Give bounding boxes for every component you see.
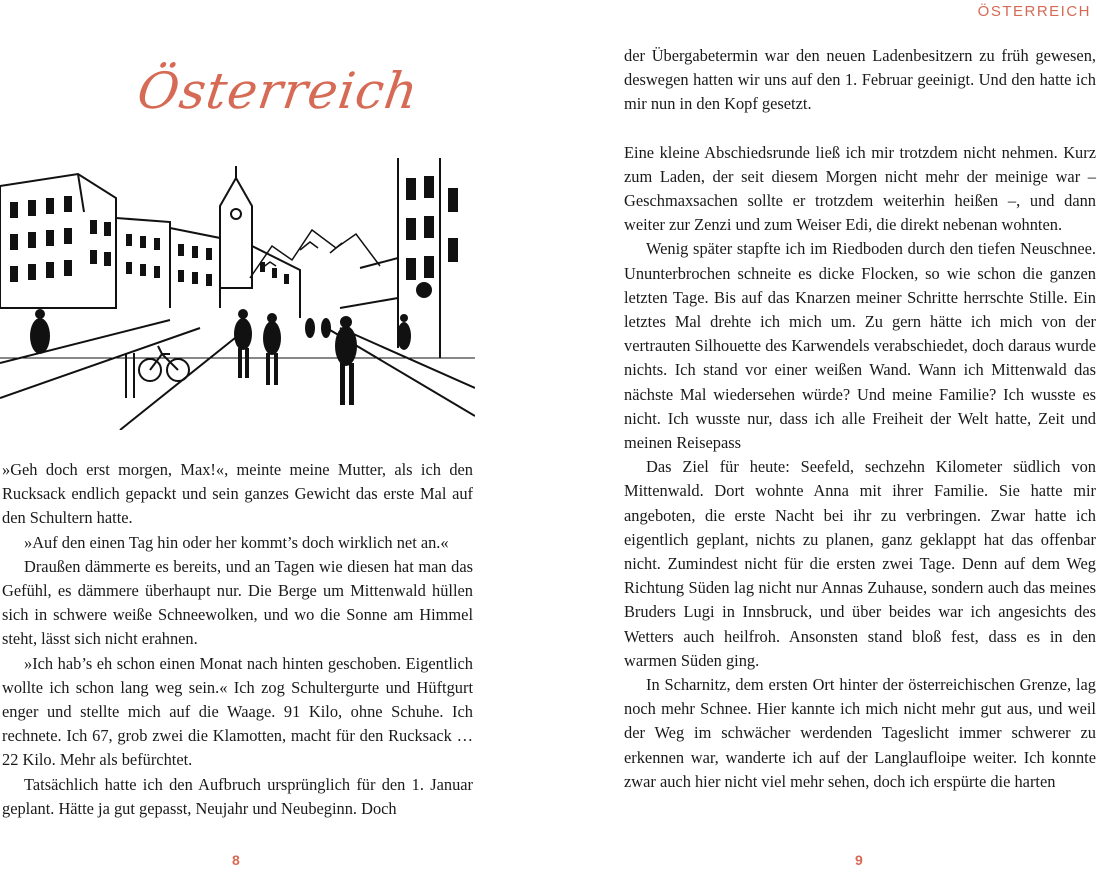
paragraph: Das Ziel für heute: Seefeld, sechzehn Kilometer südlich von Mittenwald. Dort wohnte Anna mit ihrer Familie. Sie hatte mir angeboten, die erste Nacht bei ihr zu verbringen. Zwar hatte ich eigentlich geplant, nichts zu planen, ganz geklappt hat das offenbar nicht. Zumindest nicht für die ersten zwei Tage. Denn auf dem Weg Richtung Süden lag nicht nur Annas Zuhause, sondern auch das meines Bruders Lugi in Innsbruck, und über beides war ich angesichts des Wetters auch heilfroh. Ansonsten stand bloß fest, dass es in den warmen Süden ging. [624,457,1096,670]
chapter-title: Österreich [133,62,422,120]
paragraph: der Übergabetermin war den neuen Ladenbesitzern zu früh gewesen, deswegen hatten wir uns auf den 1. Februar geeinigt. Und den hatte ich mir nun in den Kopf gesetzt. [624,46,1096,114]
left-page [0,0,548,873]
left-body-text [2,458,473,821]
page-number: 8 [232,852,240,868]
right-body-text [624,44,1096,794]
paragraph: »Auf den einen Tag hin oder her kommt’s doch wirklich net an.« [24,532,449,552]
page-number: 9 [855,852,863,868]
paragraph: »Geh doch erst morgen, Max!«, meinte meine Mutter, als ich den Rucksack endlich gepackt und sein ganzes Gewicht das erste Mal auf den Schultern hatte. [2,460,473,528]
paragraph: Tatsächlich hatte ich den Aufbruch ursprünglich für den 1. Januar geplant. Hätte ja gut gepasst, Neujahr und Neubeginn. Doch [2,774,473,818]
town-street-sketch-icon [0,158,475,430]
paragraph: Draußen dämmerte es bereits, und an Tagen wie diesen hat man das Gefühl, es dämmere überhaupt nur. Die Berge um Mittenwald hüllen sich in schwere weiße Schneewolken, und wo die Sonne am Himmel steht, lässt sich nicht erahnen. [2,556,473,649]
paragraph: In Scharnitz, dem ersten Ort hinter der österreichischen Grenze, lag noch mehr Schnee. Hier kannte ich mich nicht mehr gut aus, und weil der Weg im schwächer werdenden Tageslicht immer schwerer zu erkennen war, wanderte ich auf der Langlaufloipe weiter. Ich konnte zwar auch hier nicht viel mehr sehen, doch ich erspürte die harten [624,675,1096,791]
paragraph: »Ich hab’s eh schon einen Monat nach hinten geschoben. Eigentlich wollte ich schon lang weg sein.« Ich zog Schultergurte und Hüftgurt enger und stellte mich auf die Waage. 91 Kilo, ohne Schuhe. Ich rechnete. Ich 67, grob zwei die Klamotten, macht für den Rucksack … 22 Kilo. Mehr als befürchtet. [2,653,473,770]
right-page [548,0,1097,873]
paragraph: Wenig später stapfte ich im Riedboden durch den tiefen Neuschnee. Ununterbrochen schneite es dicke Flocken, so wie schon die ganzen letzten Tage. Bis auf das Knarzen meiner Schritte herrschte Stille. Ein letztes Mal drehte ich mich um. Zu gern hätte ich mich von der vertrauten Silhouette des Karwendels verabschiedet, doch daraus wurde nichts. Ich stand vor einer weißen Wand. Wann ich Mittenwald das nächste Mal wiedersehen würde? Und meine Familie? Ich wusste es nicht. Ich wusste nur, dass ich alle Freiheit der Welt hatte, Zeit und meinen Reisepass [624,239,1096,453]
paragraph: Eine kleine Abschiedsrunde ließ ich mir trotzdem nicht nehmen. Kurz zum Laden, der seit diesem Morgen nicht mehr der meinige war – Geschmaxsachen sollte er trotzdem weiterhin heißen –, und dann weiter zur Zenzi und zum Weiser Edi, die direkt nebenan wohnten. [624,142,1096,235]
running-head: ÖSTERREICH [977,3,1091,20]
